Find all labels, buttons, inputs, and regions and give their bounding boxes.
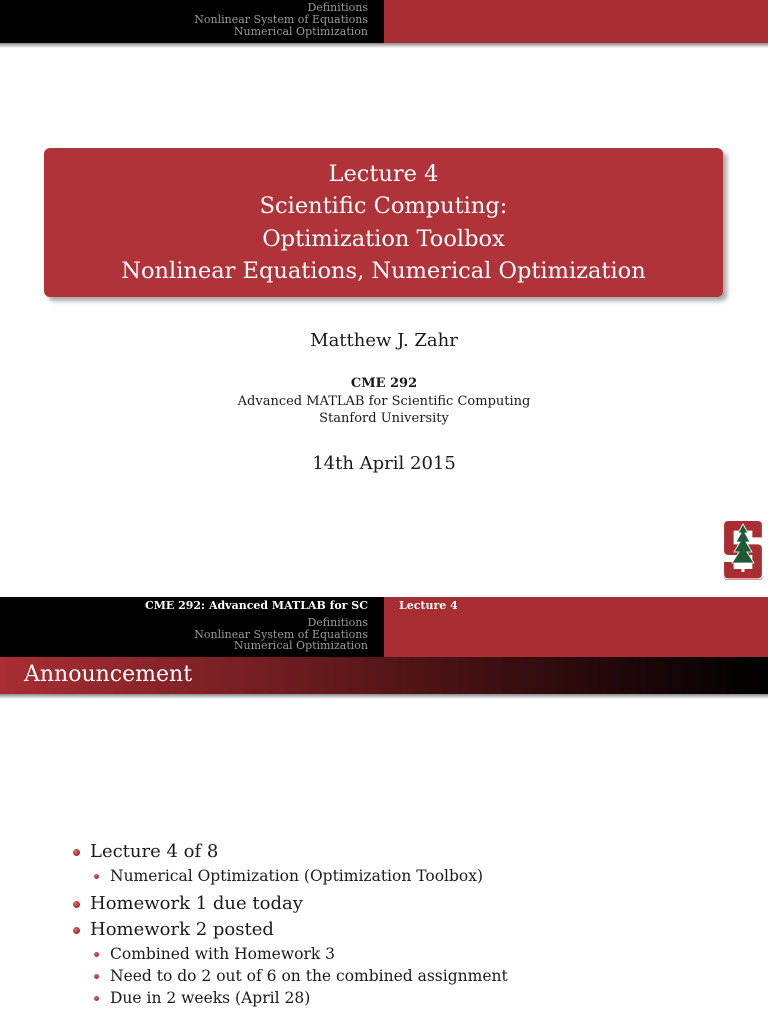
short-lecture[interactable]: Lecture 4 xyxy=(399,599,458,612)
list-item-text: Homework 2 posted xyxy=(90,919,274,940)
stanford-tree-logo-icon xyxy=(722,518,764,582)
institution: Stanford University xyxy=(319,411,449,426)
section-link-optimization[interactable]: Numerical Optimization xyxy=(233,639,368,652)
title-line: Lecture 4 xyxy=(328,160,439,187)
title-box xyxy=(44,148,723,297)
announcement-list xyxy=(70,839,508,1013)
title-line: Nonlinear Equations, Numerical Optimization xyxy=(121,258,646,284)
headline-left xyxy=(0,597,384,657)
frame-title-shadow xyxy=(0,694,768,699)
headline-right xyxy=(384,597,768,657)
title-line: Optimization Toolbox xyxy=(262,225,505,252)
list-item-text: Lecture 4 of 8 xyxy=(90,841,219,862)
headline-shadow xyxy=(0,43,768,48)
sub-list-item: Combined with Homework 3 xyxy=(110,943,508,965)
sub-list-item: Need to do 2 out of 6 on the combined assignment xyxy=(110,967,508,985)
list-item xyxy=(70,917,508,943)
section-link-definitions[interactable]: Definitions xyxy=(307,616,368,629)
section-link-nonlinear[interactable]: Nonlinear System of Equations xyxy=(194,627,368,641)
headline-bar xyxy=(0,597,768,657)
section-link-optimization[interactable]: Numerical Optimization xyxy=(233,25,368,38)
sub-list xyxy=(70,943,508,1009)
list-item-text: Homework 1 due today xyxy=(90,893,303,914)
course-code: CME 292 xyxy=(350,376,418,391)
course-name: Advanced MATLAB for Scientific Computing xyxy=(237,394,531,409)
announcement-slide xyxy=(0,597,768,1024)
list-item xyxy=(70,839,508,865)
section-link-nonlinear[interactable]: Nonlinear System of Equations xyxy=(194,13,368,26)
frame-title: Announcement xyxy=(24,662,193,687)
headline-bar xyxy=(0,0,768,43)
list-item xyxy=(70,891,508,917)
sub-list-item: Due in 2 weeks (April 28) xyxy=(110,987,508,1009)
section-link-definitions[interactable]: Definitions xyxy=(307,1,368,14)
sub-list-item: Numerical Optimization (Optimization Toolbox) xyxy=(110,865,508,887)
headline-right xyxy=(384,0,768,43)
title-line: Scientific Computing: xyxy=(259,193,508,219)
author: Matthew J. Zahr xyxy=(310,330,458,351)
short-title[interactable]: CME 292: Advanced MATLAB for SC xyxy=(144,599,368,612)
frame-title-bar xyxy=(0,657,768,694)
date: 14th April 2015 xyxy=(312,453,456,474)
sub-list xyxy=(70,865,508,887)
headline-left xyxy=(0,0,384,43)
